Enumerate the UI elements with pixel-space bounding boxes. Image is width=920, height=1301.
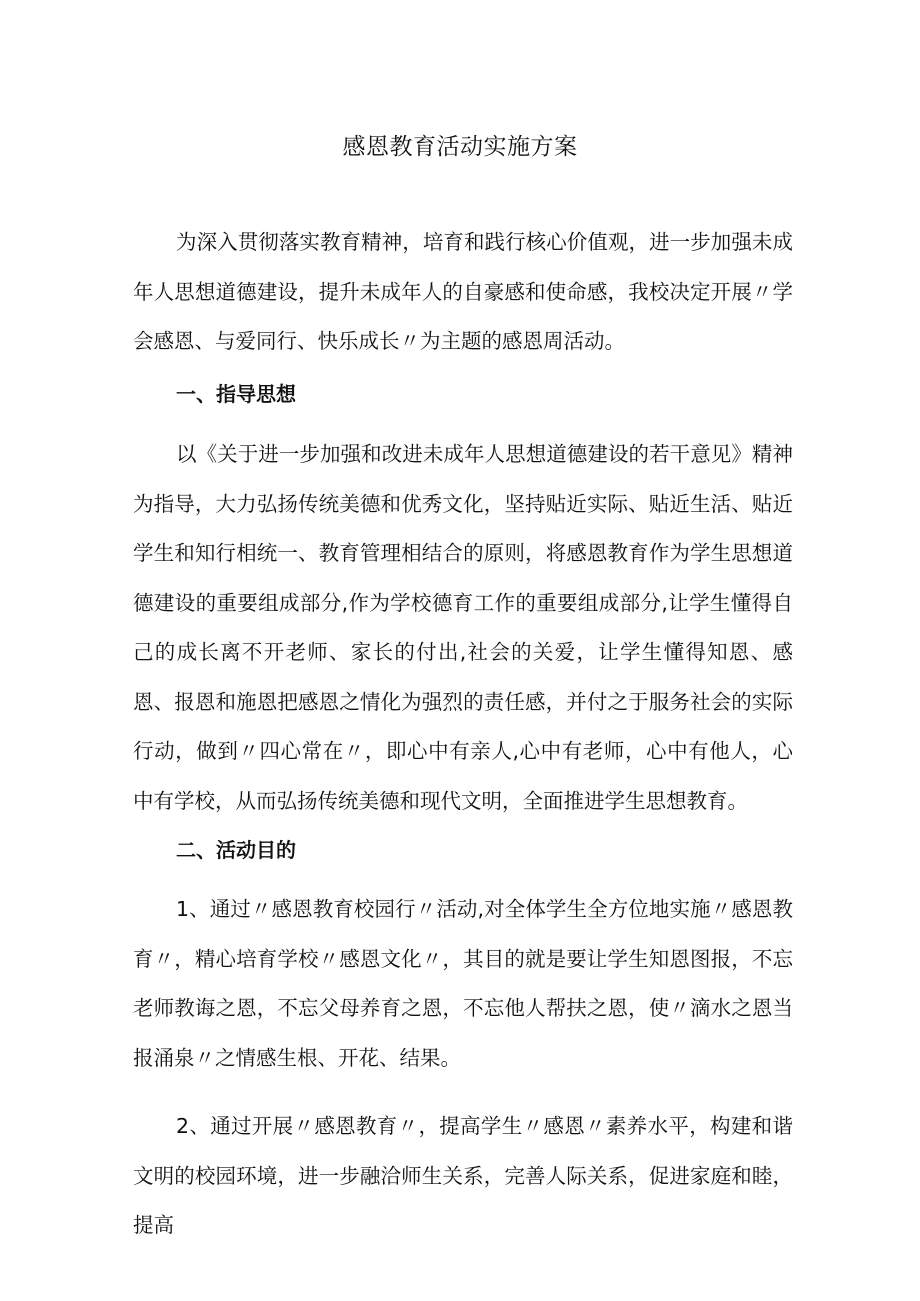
- section-heading-guiding-ideology: 一、指导思想: [176, 382, 296, 406]
- section-heading-activity-purpose: 二、活动目的: [176, 838, 296, 862]
- document-title: 感恩教育活动实施方案: [342, 134, 578, 160]
- guiding-ideology-paragraph: 以《关于进一步加强和改进未成年人思想道德建设的若干意见》精神为指导，大力弘扬传统美德和优秀文化，坚持贴近实际、贴近生活、贴近学生和知行相统一、教育管理相结合的原则，将感恩教育作为学生思想道德建设的重要组成部分,作为学校德育工作的重要组成部分,让学生懂得自己的成长离不开老师、家长的付出,社会的关爱，让学生懂得知恩、感恩、报恩和施恩把感恩之情化为强烈的责任感，并付之于服务社会的实际行动，做到〃四心常在〃，即心中有亲人,心中有老师，心中有他人，心中有学校，从而弘扬传统美德和现代文明，全面推进学生思想教育。: [133, 442, 793, 813]
- activity-purpose-paragraph-2: 2、通过开展〃感恩教育〃，提高学生〃感恩〃素养水平，构建和谐文明的校园环境，进一步融洽师生关系，完善人际关系，促进家庭和睦，提高: [133, 1114, 793, 1237]
- intro-paragraph: 为深入贯彻落实教育精神，培育和践行核心价值观，进一步加强未成年人思想道德建设，提升未成年人的自豪感和使命感，我校决定开展〃学会感恩、与爱同行、快乐成长〃为主题的感恩周活动。: [133, 230, 793, 353]
- activity-purpose-paragraph-1: 1、通过〃感恩教育校园行〃活动,对全体学生全方位地实施〃感恩教育〃，精心培育学校〃感恩文化〃，其目的就是要让学生知恩图报，不忘老师教诲之恩，不忘父母养育之恩，不忘他人帮扶之恩，使〃滴水之恩当报涌泉〃之情感生根、开花、结果。: [133, 897, 793, 1070]
